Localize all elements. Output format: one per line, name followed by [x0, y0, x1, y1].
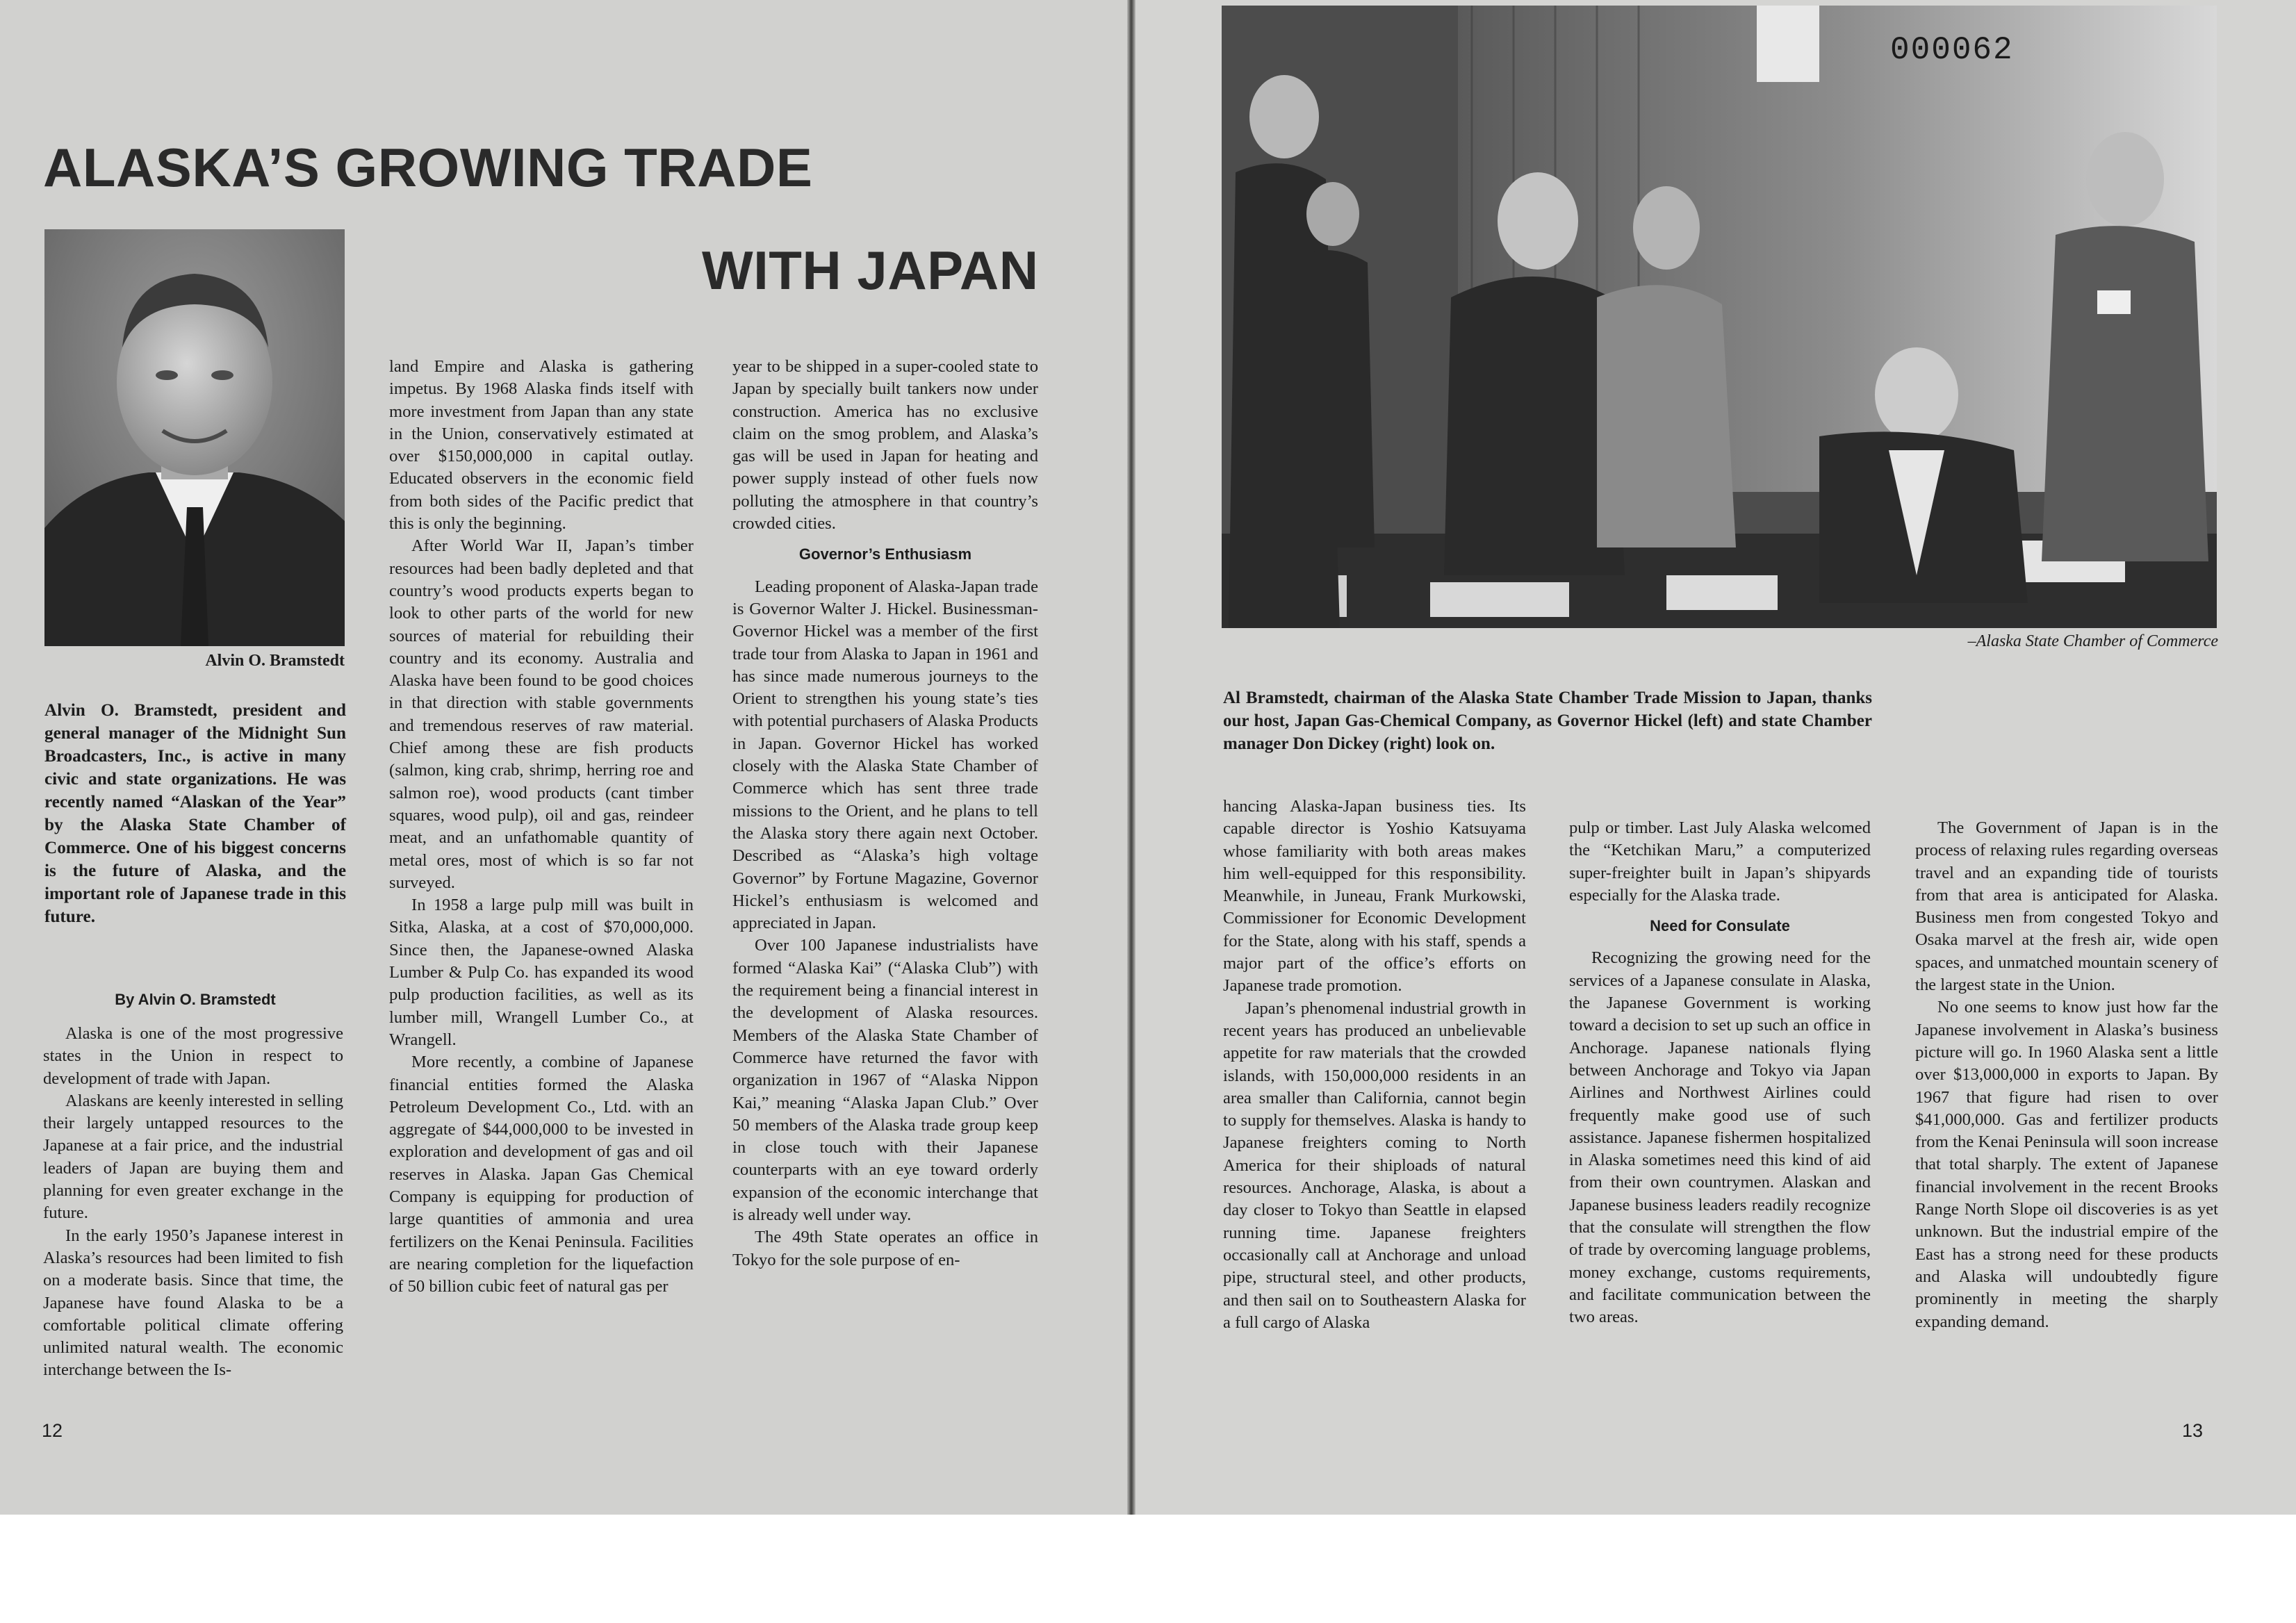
article-column-5 [1569, 817, 1871, 1329]
paragraph: hancing Alaska-Japan business ties. Its capable director is Yoshio Katsuyama whose familiarity with both areas makes him well-equipped for this responsibility. Meanwhile, in Juneau, Frank Murkowski, Commissioner for Economic Development for the State, along with his staff, spends a major part of the office’s efforts on Japanese trade promotion. [1223, 797, 1526, 996]
paragraph: No one seems to know just how far the Japanese involvement in Alaska’s business picture will go. In 1960 Alaska sent a little over $13,000,000 in exports to Japan. By 1967 that figure had risen to over $41,000,000. Gas and fertilizer products from the Kenai Peninsula will soon increase that total sharply. The extent of Japanese financial involvement in the recent Brooks Range North Slope oil discoveries is as yet unknown. But the industrial empire of the East has a strong need for these products and Alaska will undoubtedly figure prominently in meeting the sharply expanding demand. [1915, 998, 2218, 1331]
photo-caption: Al Bramstedt, chairman of the Alaska State Chamber Trade Mission to Japan, thanks our host, Japan Gas-Chemical Company, as Governor Hickel (left) and state Chamber manager Don Dickey (right) look on. [1223, 689, 1872, 753]
portrait-image [44, 229, 345, 646]
paragraph: The Government of Japan is in the process of relaxing rules regarding overseas travel and an expanding tide of tourists from that area is anticipated for Alaska. Business men from congested Tokyo and Osaka marvel at the fresh air, wide open spaces, and unmatched mountain scenery of the largest state in the Union. [1915, 818, 2218, 995]
trade-mission-photo [1222, 6, 2217, 628]
paragraph: Alaskans are keenly interested in selling their largely untapped resources to the Japanese at a fair price, and the industrial leaders of Japan are buying them and planning for even greater exchange in the future. [43, 1091, 343, 1223]
paragraph: Japan’s phenomenal industrial growth in recent years has produced an unbelievable appetite for raw materials that the crowded islands, with 150,000,000 residents in an area smaller than California, cannot begin to supply for themselves. Alaska is handy to Japanese freighters coming to North America for their shiploads of natural resources. Anchorage, Alaska, is about a day closer to Tokyo than Seattle in elapsed running time. Japanese freighters occasionally call at Anchorage and unload pipe, structural steel, and other products, and then sail on to Southeastern Alaska for a full cargo of Alaska [1223, 998, 1526, 1332]
paragraph: Recognizing the growing need for the services of a Japanese consulate in Alaska, the Japanese Government is working toward a decision to set up such an office in Anchorage. Japanese nationals flying between Anchorage and Tokyo via Japan Airlines and Northwest Airlines could frequently make good use of such assistance. Japanese fishermen hospitalized in Alaska sometimes need this kind of aid from their own countrymen. Alaskan and Japanese business leaders readily recognize that the consulate will strengthen the flow of trade by overcoming language problems, money exchange, customs requirements, and facilitate communication between the two areas. [1569, 948, 1871, 1327]
paragraph: In the early 1950’s Japanese interest in Alaska’s resources had been limited to fish on a moderate basis. Since that time, the Japanese have found Alaska to be a comfortable political climate offering unlimited natural wealth. The economic interchange between the Is- [43, 1226, 343, 1380]
paragraph: Over 100 Japanese industrialists have formed “Alaska Kai” (“Alaska Club”) with the requirement being a financial interest in the development of Alaska resources. Members of the Alaska State Chamber of Commerce have returned the favor with organization in 1967 of “Alaska Nippon Kai,” meaning “Alaska Japan Club.” Over 50 members of the Alaska trade group keep in close touch with their Japanese counterparts with an eye toward orderly expansion of the economic interchange that is already well under way. [732, 936, 1038, 1224]
article-column-1 [43, 1023, 343, 1382]
paragraph: Leading proponent of Alaska-Japan trade is Governor Walter J. Hickel. Businessman-Governor Hickel was a member of the first trade tour from Alaska to Japan in 1961 and has since made numerous journeys to the Orient to strengthen his young state’s ties with potential purchasers of Alaska Products in Japan. Governor Hickel has worked closely with the Alaska State Chamber of Commerce which has sent three trade missions to the Orient, and he plans to tell the Alaska story there again next October. Described as “Alaska’s high voltage Governor” by Fortune Magazine, Governor Hickel’s enthusiasm is welcomed and appreciated in Japan. [732, 577, 1038, 933]
subheading-need-for-consulate: Need for Consulate [1650, 917, 1790, 935]
paragraph: pulp or timber. Last July Alaska welcomed the “Ketchikan Maru,” a computerized super-freighter built in Japan’s shipyards especially for the Alaska trade. [1569, 818, 1871, 905]
paragraph: Alaska is one of the most progressive states in the Union in respect to development of trade with Japan. [43, 1024, 343, 1088]
portrait-photo [44, 229, 345, 646]
photo-archive-number: 000062 [1890, 32, 2014, 68]
headline-line-1: ALASKA’S GROWING TRADE [43, 137, 813, 198]
headline-line-2: WITH JAPAN [702, 240, 1039, 301]
byline: By Alvin O. Bramstedt [115, 991, 276, 1008]
paragraph: year to be shipped in a super-cooled state to Japan by specially built tankers now under construction. America has no exclusive claim on the smog problem, and Alaska’s gas will be used in Japan for heating and power supply instead of other fuels now polluting the atmosphere in that country’s crowded cities. [732, 357, 1038, 534]
paragraph: After World War II, Japan’s timber resources had been badly depleted and that country’s wood products experts began to look to other parts of the world for new sources of material for rebuilding their country and its economy. Australia and Alaska have been found to be good choices in that direction with stable governments and tremendous reserves of raw material. Chief among these are fish products (salmon, king crab, shrimp, herring roe and salmon roe), wood products (cant timber squares, wood pulp), oil and gas, reindeer meat, and an unfathomable quantity of metal ores, most of which is so far not surveyed. [389, 536, 694, 892]
photo-image [1222, 6, 2217, 628]
paragraph: More recently, a combine of Japanese financial entities formed the Alaska Petroleum Development Co., Ltd. with an aggregate of $44,000,000 to be invested in exploration and development of gas and oil reserves in Alaska. Japan Gas Chemical Company is equipping for production of large quantities of ammonia and urea fertilizers on the Kenai Peninsula. Facilities are nearing completion for the liquefaction of 50 billion cubic feet of natural gas per [389, 1053, 694, 1296]
page-number-right: 13 [2182, 1420, 2204, 1441]
subheading-governors-enthusiasm: Governor’s Enthusiasm [798, 545, 972, 563]
portrait-caption: Alvin O. Bramstedt [205, 652, 345, 670]
paragraph: In 1958 a large pulp mill was built in Sitka, Alaska, at a cost of $70,000,000. Since then, the Japanese-owned Alaska Lumber & Pulp Co. has expanded its wood pulp production facilities, as well as its lumber mill, Wrangell Lumber Co., at Wrangell. [389, 896, 694, 1049]
left-page [0, 0, 1127, 1515]
paragraph: land Empire and Alaska is gathering impetus. By 1968 Alaska finds itself with more investment from Japan than any state in the Union, conservatively estimated at over $150,000,000 in capital outlay. Educated observers in the economic field from both sides of the Pacific predict that this is only the beginning. [389, 357, 694, 534]
article-column-4 [1223, 796, 1526, 1334]
article-column-3 [732, 356, 1038, 1271]
article-column-2 [389, 356, 694, 1298]
article-column-6 [1915, 817, 2218, 1333]
binding-gutter [1127, 0, 1135, 1515]
page-number-left: 12 [42, 1420, 63, 1441]
photo-credit: –Alaska State Chamber of Commerce [1967, 632, 2218, 650]
paragraph: The 49th State operates an office in Tokyo for the sole purpose of en- [732, 1228, 1038, 1269]
author-bio: Alvin O. Bramstedt, president and general manager of the Midnight Sun Broadcasters, Inc., is active in many civic and state organizations. He was recently named “Alaskan of the Year” by the Alaska State Chamber of Commerce. One of his biggest concerns is the future of Alaska, and the important role of Japanese trade in this future. [44, 701, 346, 926]
